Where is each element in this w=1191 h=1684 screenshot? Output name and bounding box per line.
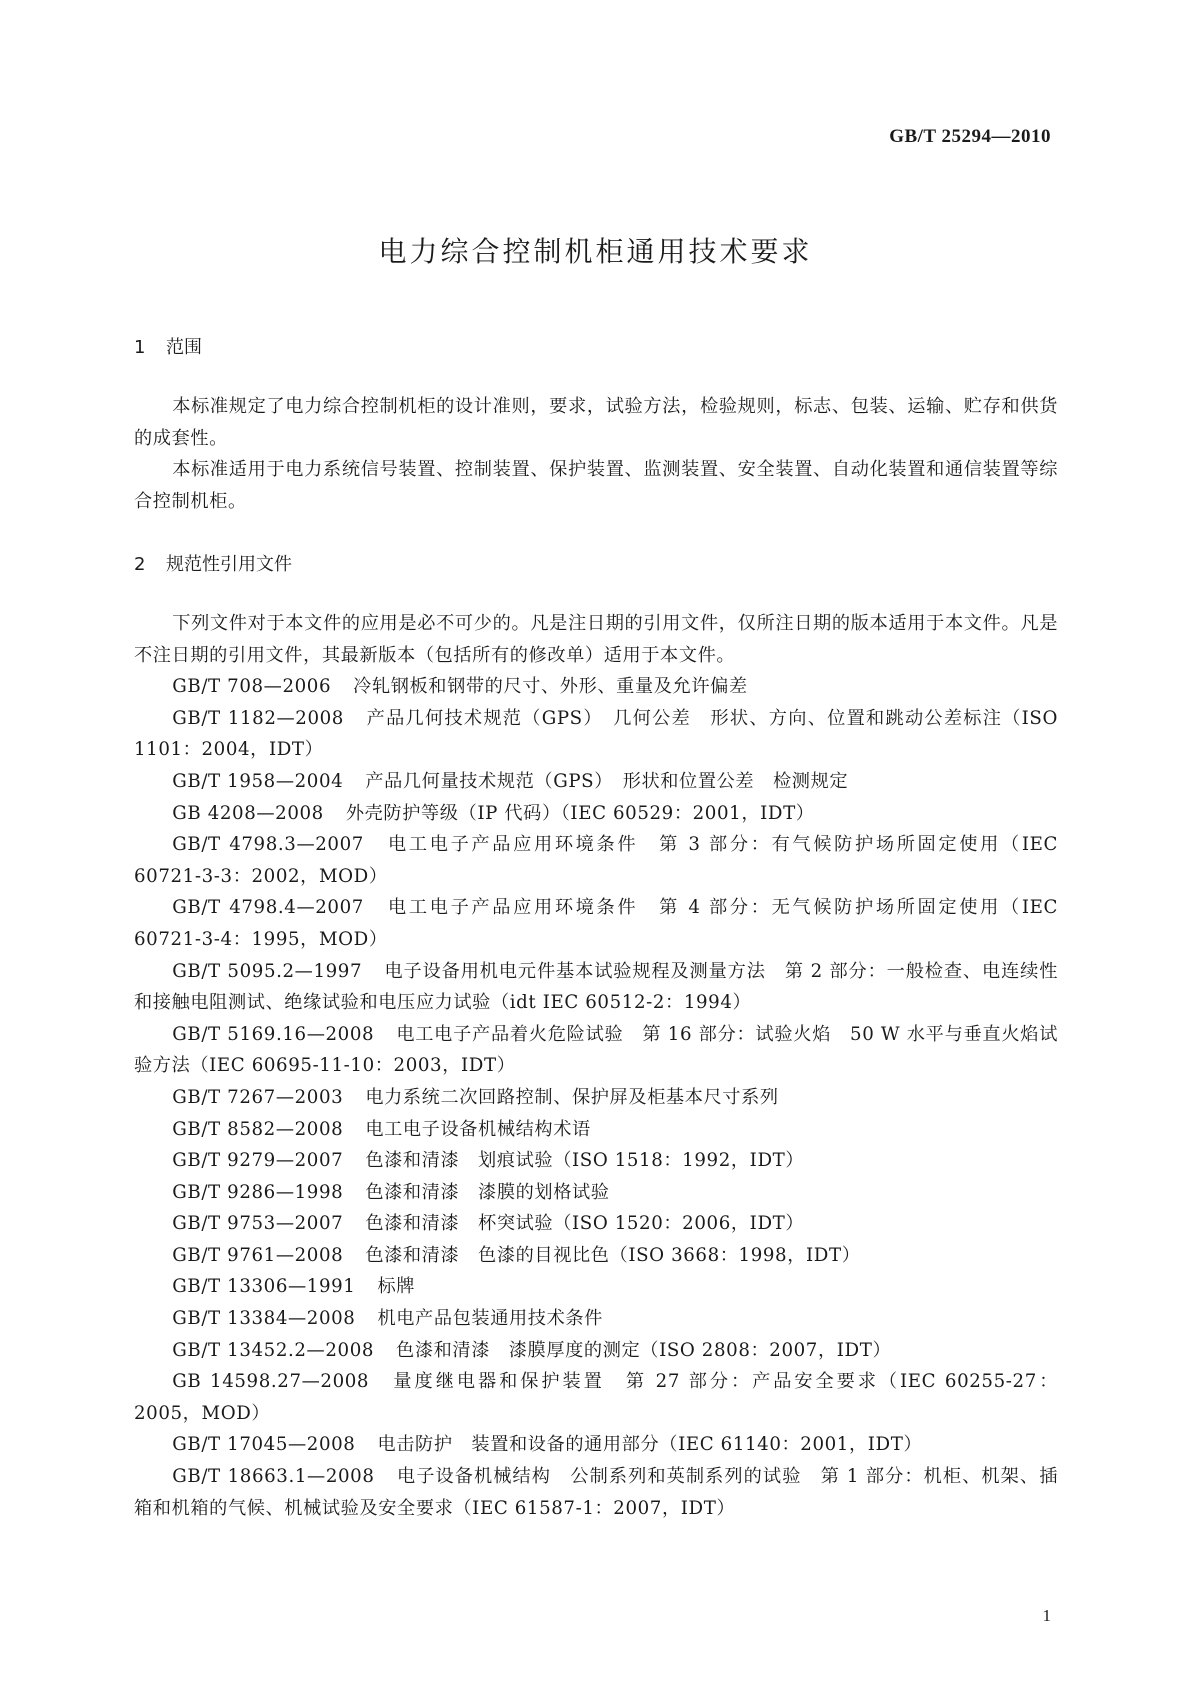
reference-code: GB/T 4798.4—2007	[172, 897, 364, 919]
reference-title: 量度继电器和保护装置 第 27 部分：产品安全要求（IEC 60255-27：2005，MOD）	[134, 1371, 1058, 1424]
reference-code: GB/T 9761—2008	[172, 1244, 344, 1266]
reference-code: GB 4208—2008	[172, 802, 324, 824]
scope-body	[134, 391, 1058, 517]
reference-title: 电子设备用机电元件基本试验规程及测量方法 第 2 部分：一般检查、电连续性和接触电阻测试、绝缘试验和电压应力试验（idt IEC 60512-2：1994）	[134, 960, 1058, 1014]
reference-title: 色漆和清漆 漆膜厚度的测定（ISO 2808：2007，IDT）	[396, 1339, 892, 1361]
section-title: 规范性引用文件	[166, 554, 292, 575]
standard-number: GB/T 25294—2010	[889, 126, 1051, 147]
reference-code: GB/T 708—2006	[172, 676, 332, 698]
section-title: 范围	[166, 337, 202, 358]
reference-title: 色漆和清漆 划痕试验（ISO 1518：1992，IDT）	[365, 1150, 805, 1172]
reference-item	[134, 1429, 1058, 1461]
reference-code: GB/T 5095.2—1997	[172, 960, 363, 982]
reference-item	[134, 671, 1058, 703]
reference-list	[134, 671, 1058, 1524]
reference-item	[134, 956, 1058, 1019]
reference-item	[134, 703, 1058, 766]
reference-item	[134, 892, 1058, 955]
reference-code: GB/T 1958—2004	[172, 770, 344, 792]
scope-paragraph-2: 本标准适用于电力系统信号装置、控制装置、保护装置、监测装置、安全装置、自动化装置和通信装置等综合控制机柜。	[134, 459, 1058, 512]
reference-item	[134, 1271, 1058, 1303]
reference-item	[134, 829, 1058, 892]
reference-code: GB/T 5169.16—2008	[172, 1023, 375, 1045]
reference-item	[134, 1114, 1058, 1146]
reference-title: 电工电子产品应用环境条件 第 4 部分：无气候防护场所固定使用（IEC 60721-3-4：1995，MOD）	[134, 897, 1058, 950]
reference-title: 产品几何技术规范（GPS） 几何公差 形状、方向、位置和跳动公差标注（ISO 1101：2004，IDT）	[134, 707, 1059, 761]
reference-item	[134, 1461, 1058, 1524]
references-intro: 下列文件对于本文件的应用是必不可少的。凡是注日期的引用文件，仅所注日期的版本适用于本文件。凡是不注日期的引用文件，其最新版本（包括所有的修改单）适用于本文件。	[134, 613, 1058, 666]
scope-paragraph-1: 本标准规定了电力综合控制机柜的设计准则，要求，试验方法，检验规则，标志、包装、运输、贮存和供货的成套性。	[134, 396, 1058, 449]
reference-title: 产品几何量技术规范（GPS） 形状和位置公差 检测规定	[365, 770, 849, 792]
reference-item	[134, 1208, 1058, 1240]
reference-item	[134, 1240, 1058, 1272]
reference-item	[134, 1177, 1058, 1209]
page-number: 1	[1042, 1606, 1051, 1625]
reference-code: GB/T 13452.2—2008	[172, 1339, 375, 1361]
reference-title: 外壳防护等级（IP 代码）（IEC 60529：2001，IDT）	[345, 802, 815, 824]
reference-code: GB/T 8582—2008	[172, 1118, 344, 1140]
reference-code: GB/T 1182—2008	[172, 707, 344, 729]
reference-item	[134, 1335, 1058, 1367]
reference-title: 电工电子产品着火危险试验 第 16 部分：试验火焰 50 W 水平与垂直火焰试验方法（IEC 60695-11-10：2003，IDT）	[134, 1023, 1058, 1077]
reference-title: 电工电子产品应用环境条件 第 3 部分：有气候防护场所固定使用（IEC 60721-3-3：2002，MOD）	[134, 834, 1058, 887]
reference-title: 电击防护 装置和设备的通用部分（IEC 61140：2001，IDT）	[377, 1434, 923, 1456]
reference-title: 色漆和清漆 杯突试验（ISO 1520：2006，IDT）	[365, 1213, 805, 1235]
reference-title: 标牌	[377, 1276, 416, 1298]
reference-title: 电子设备机械结构 公制系列和英制系列的试验 第 1 部分：机柜、机架、插箱和机箱的气候、机械试验及安全要求（IEC 61587-1：2007，IDT）	[134, 1466, 1058, 1519]
document-title: 电力综合控制机柜通用技术要求	[378, 235, 813, 268]
reference-code: GB/T 9286—1998	[172, 1181, 344, 1203]
reference-item	[134, 798, 1058, 830]
reference-item	[134, 1082, 1058, 1114]
reference-code: GB 14598.27—2008	[172, 1371, 370, 1393]
reference-title: 电工电子设备机械结构术语	[365, 1118, 591, 1140]
reference-code: GB/T 4798.3—2007	[172, 834, 364, 856]
reference-item	[134, 1019, 1058, 1082]
reference-item	[134, 766, 1058, 798]
reference-item	[134, 1366, 1058, 1429]
reference-item	[134, 1303, 1058, 1335]
reference-title: 机电产品包装通用技术条件	[377, 1308, 603, 1330]
reference-code: GB/T 17045—2008	[172, 1434, 356, 1456]
section-heading-normative-references	[134, 550, 292, 576]
reference-code: GB/T 9753—2007	[172, 1213, 344, 1235]
references-body	[134, 608, 1058, 1524]
section-number: 2	[134, 554, 146, 575]
reference-title: 色漆和清漆 漆膜的划格试验	[365, 1181, 610, 1203]
reference-title: 电力系统二次回路控制、保护屏及柜基本尺寸系列	[365, 1086, 779, 1108]
reference-code: GB/T 18663.1—2008	[172, 1466, 375, 1488]
reference-code: GB/T 9279—2007	[172, 1150, 344, 1172]
reference-title: 冷轧钢板和钢带的尺寸、外形、重量及允许偏差	[353, 676, 748, 698]
section-number: 1	[134, 337, 146, 358]
reference-code: GB/T 13306—1991	[172, 1276, 356, 1298]
reference-code: GB/T 7267—2003	[172, 1086, 344, 1108]
reference-item	[134, 1145, 1058, 1177]
reference-title: 色漆和清漆 色漆的目视比色（ISO 3668：1998，IDT）	[365, 1244, 861, 1266]
section-heading-scope	[134, 333, 202, 359]
reference-code: GB/T 13384—2008	[172, 1308, 356, 1330]
